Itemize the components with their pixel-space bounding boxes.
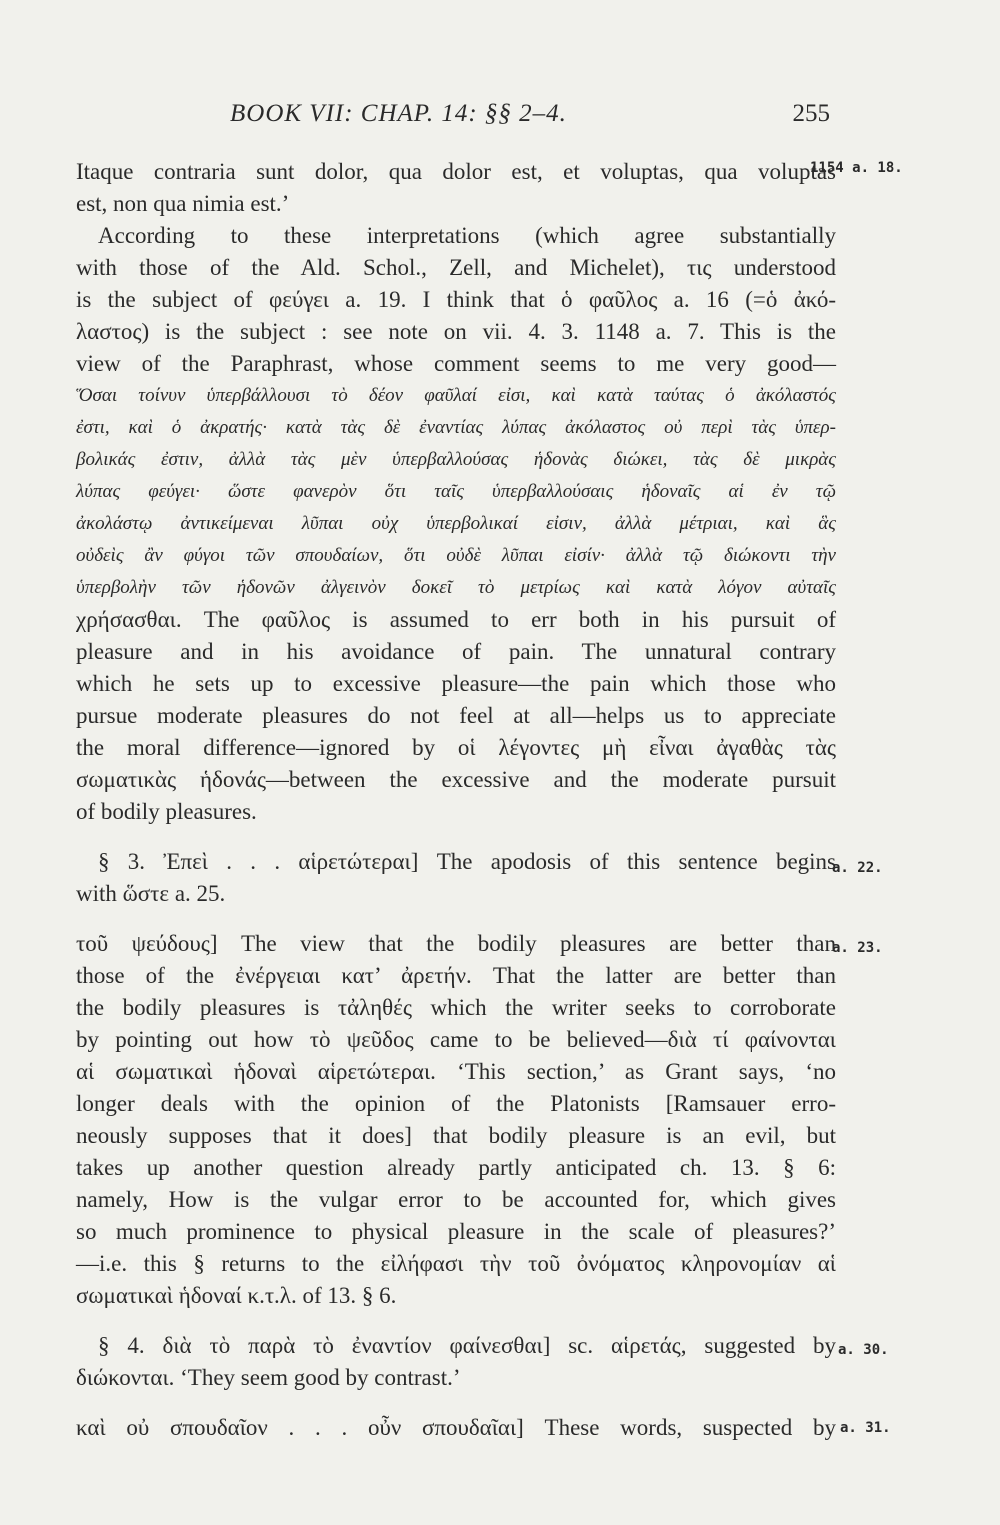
text-line: χρήσασθαι. The φαῦλος is assumed to err both in his pursuit of: [76, 607, 836, 632]
greek-quote-line: ἐστι, καὶ ὁ ἀκρατής· κατὰ τὰς δὲ ἐναντίας λύπας ἀκόλαστος οὐ περὶ τὰς ὑπερ-: [76, 417, 836, 438]
running-head: BOOK VII: CHAP. 14: §§ 2–4.: [230, 100, 567, 127]
text-line: longer deals with the opinion of the Platonists [Ramsauer erro-: [76, 1091, 836, 1116]
text-line: est, non qua nimia est.’: [76, 191, 290, 216]
text-line: αἱ σωματικαὶ ἡδοναὶ αἱρετώτεραι. ‘This section,’ as Grant says, ‘no: [76, 1059, 836, 1084]
margin-reference: a. 31.: [840, 1420, 891, 1436]
text-line: λαστος) is the subject : see note on vii. 4. 3. 1148 a. 7. This is the: [76, 319, 836, 344]
greek-quote-line: οὐδεὶς ἂν φύγοι τῶν σπουδαίων, ὅτι οὐδὲ λῦπαι εἰσίν· ἀλλὰ τῷ διώκοντι τὴν: [76, 545, 836, 566]
text-line: which he sets up to excessive pleasure—the pain which those who: [76, 671, 836, 696]
page-number: 255: [792, 100, 830, 127]
margin-reference: 1154 a. 18.: [810, 160, 903, 176]
text-line: pleasure and in his avoidance of pain. The unnatural contrary: [76, 639, 836, 664]
text-line: neously supposes that it does] that bodily pleasure is an evil, but: [76, 1123, 836, 1148]
greek-quote-line: ὑπερβολὴν τῶν ἡδονῶν ἀλγεινὸν δοκεῖ τὸ μετρίως καὶ κατὰ λόγον αὐταῖς: [76, 577, 836, 598]
text-line: διώκονται. ‘They seem good by contrast.’: [76, 1365, 461, 1390]
text-line: the moral difference—ignored by οἱ λέγοντες μὴ εἶναι ἀγαθὰς τὰς: [76, 735, 836, 760]
page-header: [230, 100, 830, 140]
section-lemma-line: καὶ οὐ σπουδαῖον . . . οὖν σπουδαῖαι] These words, suspected by: [76, 1415, 836, 1440]
text-line: is the subject of φεύγει a. 19. I think that ὁ φαῦλος a. 16 (=ὁ ἀκό-: [76, 287, 836, 312]
greek-quote-line: λύπας φεύγει· ὥστε φανερὸν ὅτι ταῖς ὑπερβαλλούσαις ἡδοναῖς αἱ ἐν τῷ: [76, 481, 836, 502]
text-line: of bodily pleasures.: [76, 799, 257, 824]
section-lemma-line: § 4. διὰ τὸ παρὰ τὸ ἐναντίον φαίνεσθαι] sc. αἱρετάς, suggested by: [98, 1333, 836, 1358]
text-line: takes up another question already partly anticipated ch. 13. § 6:: [76, 1155, 836, 1180]
margin-reference: a. 22.: [832, 860, 883, 876]
text-line: with those of the Ald. Schol., Zell, and Michelet), τις understood: [76, 255, 836, 280]
greek-quote-line: Ὅσαι τοίνυν ὑπερβάλλουσι τὸ δέον φαῦλαί εἰσι, καὶ κατὰ ταύτας ὁ ἀκόλαστός: [76, 385, 836, 406]
text-line: those of the ἐνέργειαι κατ’ ἀρετήν. That the latter are better than: [76, 963, 836, 988]
text-line: σωματικαὶ ἡδοναί κ.τ.λ. of 13. § 6.: [76, 1283, 397, 1308]
text-line: view of the Paraphrast, whose comment seems to me very good—: [76, 351, 836, 376]
text-line: —i.e. this § returns to the εἰλήφασι τὴν τοῦ ὀνόματος κληρονομίαν αἱ: [76, 1251, 836, 1276]
text-line: pursue moderate pleasures do not feel at all—helps us to appreciate: [76, 703, 836, 728]
text-line: namely, How is the vulgar error to be accounted for, which gives: [76, 1187, 836, 1212]
greek-quote-line: ἀκολάστῳ ἀντικείμεναι λῦπαι οὐχ ὑπερβολικαί εἰσιν, ἀλλὰ μέτριαι, καὶ ἃς: [76, 513, 836, 534]
text-line: the bodily pleasures is τἀληθές which the writer seeks to corroborate: [76, 995, 836, 1020]
page-body: [76, 156, 836, 1444]
text-line: According to these interpretations (which agree substantially: [98, 223, 836, 248]
margin-reference: a. 30.: [838, 1342, 889, 1358]
text-line: so much prominence to physical pleasure in the scale of pleasures?’: [76, 1219, 836, 1244]
text-line: σωματικὰς ἡδονάς—between the excessive and the moderate pursuit: [76, 767, 836, 792]
text-line: with ὥστε a. 25.: [76, 881, 226, 906]
section-lemma-line: τοῦ ψεύδους] The view that the bodily pleasures are better than: [76, 931, 836, 956]
text-line: Itaque contraria sunt dolor, qua dolor est, et voluptas, qua voluptas: [76, 159, 836, 184]
section-lemma-line: § 3. Ἐπεὶ . . . αἱρετώτεραι] The apodosis of this sentence begins: [98, 849, 836, 874]
text-line: by pointing out how τὸ ψεῦδος came to be believed—διὰ τί φαίνονται: [76, 1027, 836, 1052]
greek-quote-line: βολικάς ἐστιν, ἀλλὰ τὰς μὲν ὑπερβαλλούσας ἡδονὰς διώκει, τὰς δὲ μικρὰς: [76, 449, 836, 470]
margin-reference: a. 23.: [832, 940, 883, 956]
